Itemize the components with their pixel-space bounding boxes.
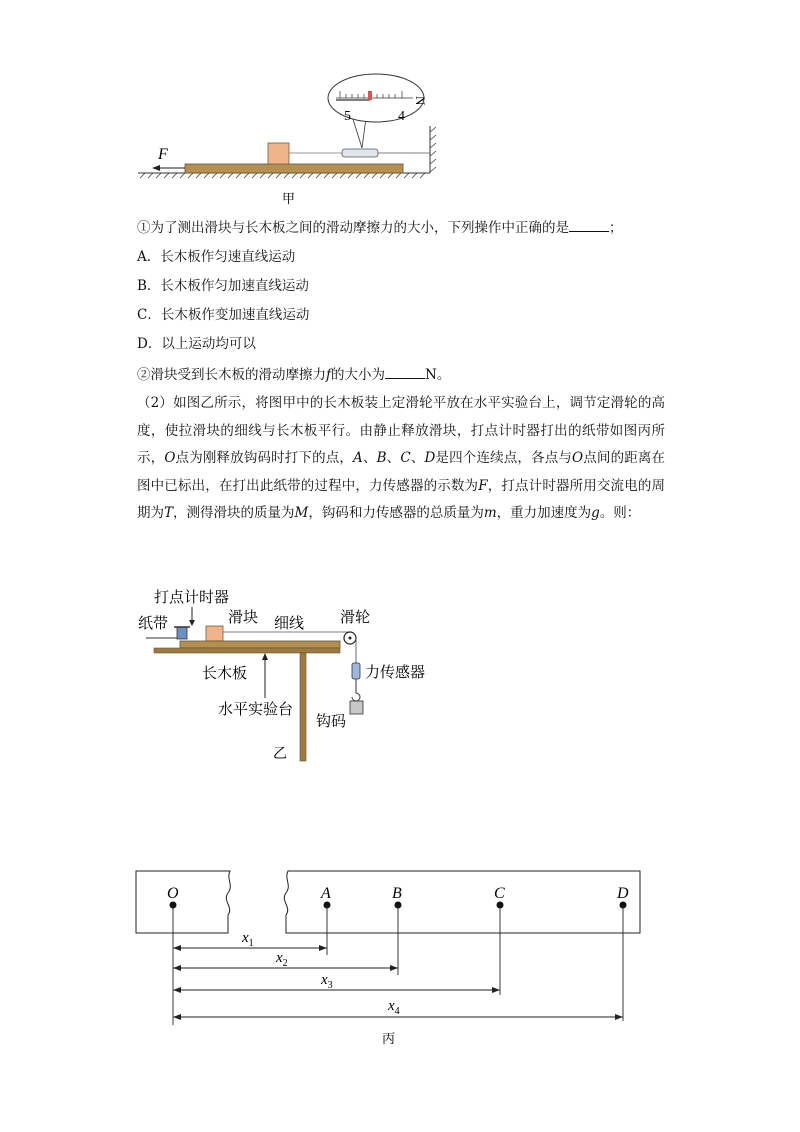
force-sensor bbox=[352, 663, 360, 679]
label-slider: 滑块 bbox=[228, 608, 259, 626]
caption-jia: 甲 bbox=[282, 192, 296, 207]
lab-table-leg bbox=[300, 653, 306, 761]
lab-table-top bbox=[154, 648, 340, 653]
hook bbox=[352, 679, 360, 701]
spring-scale bbox=[342, 149, 378, 157]
q1-prompt-text: ①为了测出滑块与长木板之间的滑动摩擦力的大小，下列操作中正确的是 bbox=[137, 220, 569, 236]
wall-hatch bbox=[430, 127, 436, 172]
p2-var-O: O bbox=[164, 450, 176, 466]
slider-block bbox=[268, 143, 289, 164]
gauge-pointer bbox=[368, 91, 372, 100]
label-table: 水平实验台 bbox=[218, 700, 294, 718]
p2-var-M: M bbox=[294, 505, 309, 521]
p2-s9: 。则： bbox=[599, 505, 641, 521]
x3-label: $x_3$ bbox=[321, 972, 333, 991]
gauge-left-label: 5 bbox=[344, 109, 351, 124]
p2-s1: （2）如图乙所示，将图甲中的长木板装上定滑轮平放在水平实验台上，调节定滑轮的高度，使拉滑块的细线与长木板平行。由静止释放滑块，打点计时器打出的纸带如图丙所示， bbox=[137, 395, 665, 466]
p2-var-T: T bbox=[164, 505, 174, 521]
p2-s7: ，钩码和力传感器的总质量为 bbox=[308, 505, 484, 521]
p2-c2: 、 bbox=[386, 450, 401, 466]
q2-text-a: ②滑块受到长木板的滑动摩擦力 bbox=[137, 367, 326, 383]
option-a: A．长木板作匀速直线运动 bbox=[137, 249, 296, 265]
weight bbox=[350, 701, 363, 714]
label-pulley: 滑轮 bbox=[340, 608, 371, 626]
slider-block bbox=[206, 626, 223, 641]
p2-c3: 、 bbox=[410, 450, 425, 466]
label-sensor: 力传感器 bbox=[365, 663, 426, 681]
tape-right bbox=[284, 871, 640, 933]
p2-var-O2: O bbox=[572, 450, 584, 466]
p2-c1: 、 bbox=[362, 450, 377, 466]
p2-var-B: B bbox=[376, 450, 387, 466]
point-A-label: A bbox=[321, 885, 331, 902]
tape-left bbox=[136, 871, 230, 933]
p2-s2: 点为刚释放钩码时打下的点， bbox=[175, 450, 354, 466]
p2-var-m: m bbox=[483, 505, 497, 521]
p2-var-C: C bbox=[400, 450, 411, 466]
p2-s6: ，测得滑块的质量为 bbox=[173, 505, 295, 521]
label-tape: 纸带 bbox=[138, 614, 169, 632]
x4-label: $x_4$ bbox=[388, 998, 400, 1017]
option-d: D．以上运动均可以 bbox=[137, 336, 256, 352]
x2-label: $x_2$ bbox=[276, 950, 288, 969]
q1-prompt bbox=[137, 218, 623, 238]
ground-hatch bbox=[140, 173, 425, 178]
p2-s4: 点间的距离在图中已标出，在打出此纸带的过程中，力传感器的示数为 bbox=[137, 450, 666, 494]
figure-bing bbox=[130, 865, 660, 1055]
p2-var-D: D bbox=[424, 450, 436, 466]
answer-blank-2[interactable] bbox=[385, 365, 425, 379]
figure-yi bbox=[130, 585, 450, 770]
caption-yi: 乙 bbox=[273, 746, 287, 762]
label-timer: 打点计时器 bbox=[154, 588, 230, 606]
long-board bbox=[185, 164, 403, 173]
label-weight: 钩码 bbox=[316, 712, 347, 730]
q1-prompt-end: ； bbox=[609, 220, 623, 236]
option-c: C．长木板作变加速直线运动 bbox=[137, 307, 310, 323]
answer-blank-1[interactable] bbox=[569, 218, 609, 232]
p2-var-A: A bbox=[353, 450, 363, 466]
q2-text-b: 的大小为 bbox=[331, 367, 385, 383]
label-string: 细线 bbox=[274, 614, 305, 632]
force-label: F bbox=[158, 146, 168, 163]
p2-var-F: F bbox=[478, 477, 488, 494]
p2-var-g: g bbox=[591, 505, 600, 521]
p2-s3: 是四个连续点，各点与 bbox=[435, 450, 573, 466]
point-C-label: C bbox=[494, 885, 505, 902]
force-arrowhead bbox=[152, 165, 160, 171]
point-D-label: D bbox=[617, 885, 629, 902]
figure-jia bbox=[130, 70, 450, 210]
p2-s5: ，打点计时器所用交流电的周期为 bbox=[137, 477, 666, 521]
p2-s8: ，重力加速度为 bbox=[496, 505, 592, 521]
q2-var-f: f bbox=[326, 367, 331, 383]
gauge-right-label: 4 bbox=[398, 109, 405, 124]
x1-label: $x_1$ bbox=[242, 930, 254, 949]
timer-body bbox=[177, 627, 187, 639]
label-board: 长木板 bbox=[202, 664, 248, 682]
point-O-label: O bbox=[167, 885, 179, 902]
q2-text-c: N。 bbox=[425, 367, 451, 383]
point-B-label: B bbox=[392, 885, 402, 902]
gauge-unit: N bbox=[413, 96, 428, 106]
caption-bing: 丙 bbox=[382, 1032, 396, 1047]
option-b: B．长木板作匀加速直线运动 bbox=[137, 278, 309, 294]
q2-prompt bbox=[137, 365, 450, 385]
part2-paragraph bbox=[137, 390, 665, 528]
long-board bbox=[180, 641, 340, 648]
